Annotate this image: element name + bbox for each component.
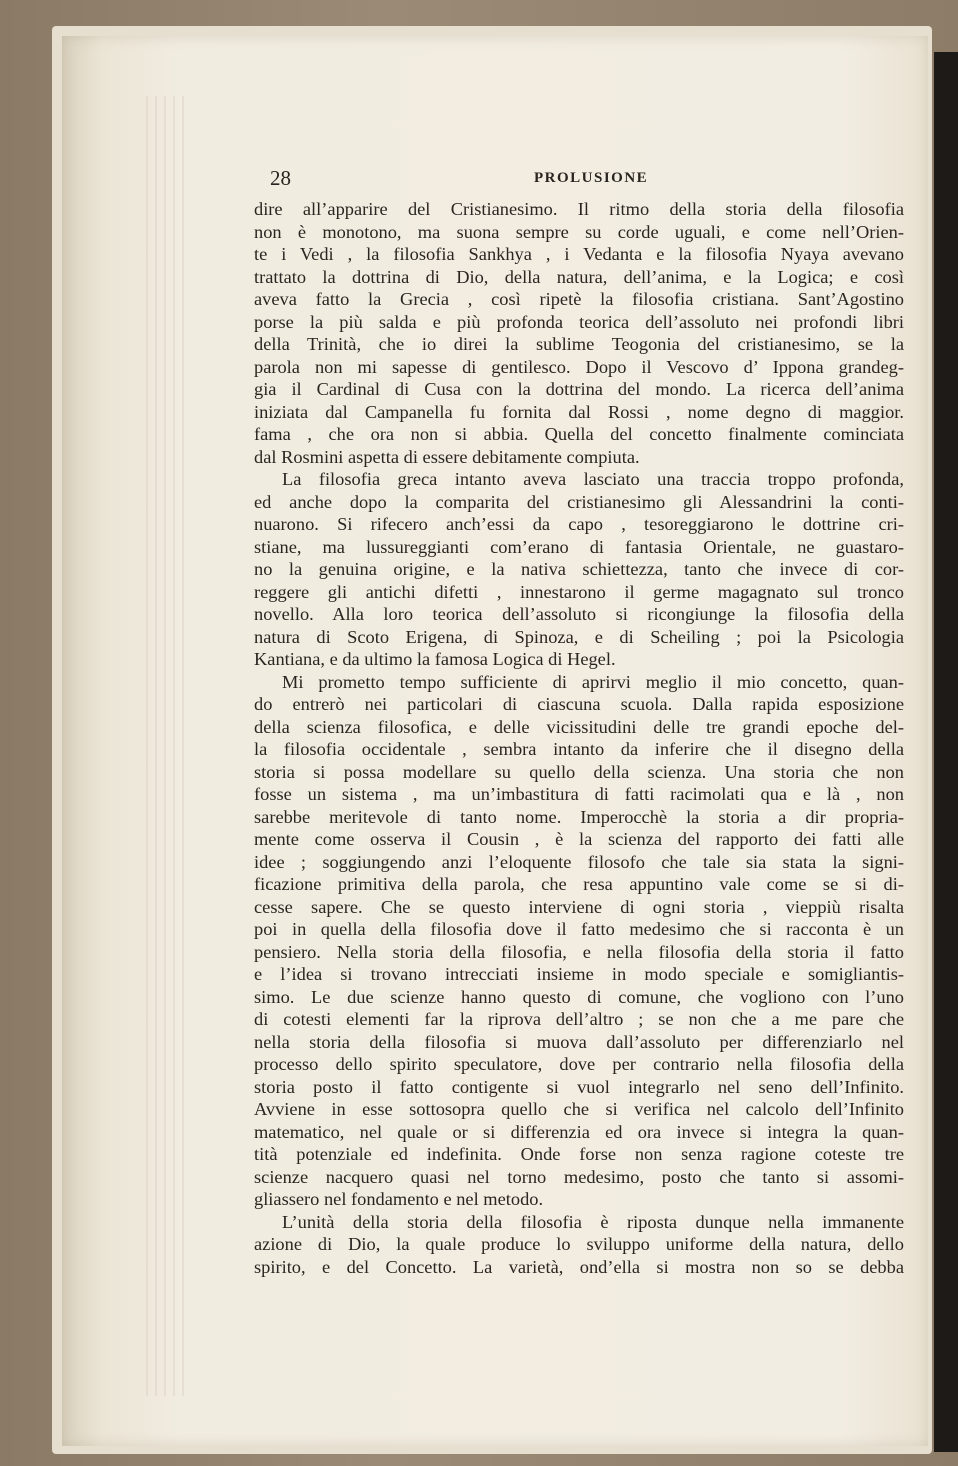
text-line: iniziata dal Campanella fu fornita dal Rossi , nome degno di maggior. xyxy=(254,401,904,422)
page-number: 28 xyxy=(270,166,291,190)
text-line: mente come osserva il Cousin , è la scienza del rapporto dei fatti alle xyxy=(254,829,904,849)
text-line: cesse sapere. Che se questo interviene di ogni storia , vieppiù risalta xyxy=(254,896,904,917)
running-title: PROLUSIONE xyxy=(534,170,649,186)
text-line: e l’idea si trovano intrecciati insieme in modo speciale e somigliantis- xyxy=(254,964,904,984)
text-line: Mi prometto tempo sufficiente di aprirvi meglio il mio concetto, quan- xyxy=(282,671,904,692)
text-line: te i Vedi , la filosofia Sankhya , i Vedanta e la filosofia Nyaya avevano xyxy=(254,244,904,264)
gutter-shadow xyxy=(146,96,186,1396)
text-line: tità potenziale ed indefinita. Onde forse non senza ragione coteste tre xyxy=(254,1144,904,1164)
text-line: la filosofia occidentale , sembra intanto da inferire che il disegno della xyxy=(254,739,904,759)
text-line: reggere gli antichi difetti , innestarono il germe magagnato sul tronco xyxy=(254,581,904,602)
text-line: matematico, nel quale or si differenzia ed ora invece si integra la quan- xyxy=(254,1121,904,1142)
text-line: ed anche dopo la comparita del cristianesimo gli Alessandrini la conti- xyxy=(254,491,904,512)
text-line: novello. Alla loro teorica dell’assoluto si ricongiunge la filosofia della xyxy=(254,604,904,624)
text-line: fosse un sistema , ma un’imbastitura di fatti racimolati qua e là , non xyxy=(254,784,904,804)
text-line: gliassero nel fondamento e nel metodo. xyxy=(254,1189,544,1209)
text-line: L’unità della storia della filosofia è riposta dunque nella immanente xyxy=(282,1211,904,1232)
text-line: dal Rosmini aspetta di essere debitamente compiuta. xyxy=(254,446,640,467)
text-line: scienze nacquero quasi nel torno medesimo, posto che tanto si assomi- xyxy=(254,1166,904,1187)
text-line: Kantiana, e da ultimo la famosa Logica di Hegel. xyxy=(254,649,616,669)
text-line: natura di Scoto Erigena, di Spinoza, e di Scheiling ; poi la Psicologia xyxy=(254,626,904,647)
text-line: dire all’apparire del Cristianesimo. Il ritmo della storia della filosofia xyxy=(254,199,904,219)
text-line: nella storia della filosofia si muova dall’assoluto per differenziarlo nel xyxy=(254,1031,904,1052)
text-line: della scienza filosofica, e delle vicissitudini delle tre grandi epoche del- xyxy=(254,716,904,737)
text-line: parola non mi sapesse di gentilesco. Dopo il Vescovo d’ Ippona grandeg- xyxy=(254,356,904,377)
text-line: di cotesti elementi far la riprova dell’altro ; se non che a me pare che xyxy=(254,1009,904,1029)
text-line: ficazione primitiva della parola, che resa appuntino vale come se si di- xyxy=(254,874,904,894)
text-line: della Trinità, che io direi la sublime Teogonia del cristianesimo, se la xyxy=(254,334,904,354)
text-line: do entrerò nei particolari di ciascuna scuola. Dalla rapida esposizione xyxy=(254,694,904,714)
text-line: no la genuina origine, e la nativa schiettezza, tanto che invece di cor- xyxy=(254,559,904,579)
page-header xyxy=(270,166,910,196)
text-line: trattato la dottrina di Dio, della natura, dell’anima, e la Logica; e così xyxy=(254,266,904,287)
body-text xyxy=(254,198,904,1278)
text-line: non è monotono, ma suona sempre su corde uguali, e come nell’Orien- xyxy=(254,221,904,242)
text-line: storia si possa modellare su quello della scienza. Una storia che non xyxy=(254,761,904,782)
text-line: gia il Cardinal di Cusa con la dottrina del mondo. La ricerca dell’anima xyxy=(254,379,904,399)
text-line: aveva fatto la Grecia , così ripetè la filosofia cristiana. Sant’Agostino xyxy=(254,289,904,309)
text-line: poi in quella della filosofia dove il fatto medesimo che si racconta è un xyxy=(254,919,904,939)
text-line: idee ; soggiungendo anzi l’eloquente filosofo che tale sia stata la signi- xyxy=(254,851,904,872)
text-line: pensiero. Nella storia della filosofia, e nella filosofia della storia il fatto xyxy=(254,941,904,962)
text-line: nuarono. Si rifecero anch’essi da capo , tesoreggiarono le dottrine cri- xyxy=(254,514,904,534)
text-line: storia posto il fatto contigente si vuol integrarlo nel seno dell’Infinito. xyxy=(254,1076,904,1097)
text-line: fama , che ora non si abbia. Quella del concetto finalmente cominciata xyxy=(254,424,904,444)
text-line: processo dello spirito speculatore, dove per contrario nella filosofia della xyxy=(254,1054,904,1074)
text-line: stiane, ma lussureggianti com’erano di fantasia Orientale, ne guastaro- xyxy=(254,536,904,557)
text-line: La filosofia greca intanto aveva lasciato una traccia troppo profonda, xyxy=(282,469,904,489)
text-line: Avviene in esse sottosopra quello che si verifica nel calcolo dell’Infinito xyxy=(254,1099,904,1119)
text-line: simo. Le due scienze hanno questo di comune, che vogliono con l’uno xyxy=(254,986,904,1007)
scan-border xyxy=(934,52,958,1452)
text-line: azione di Dio, la quale produce lo sviluppo uniforme della natura, dello xyxy=(254,1234,904,1254)
text-line: porse la più salda e più profonda teorica dell’assoluto nei profondi libri xyxy=(254,311,904,332)
text-line: sarebbe meritevole di tanto nome. Imperocchè la storia a dir propria- xyxy=(254,806,904,827)
text-line: spirito, e del Concetto. La varietà, ond’ella si mostra non so se debba xyxy=(254,1256,904,1277)
